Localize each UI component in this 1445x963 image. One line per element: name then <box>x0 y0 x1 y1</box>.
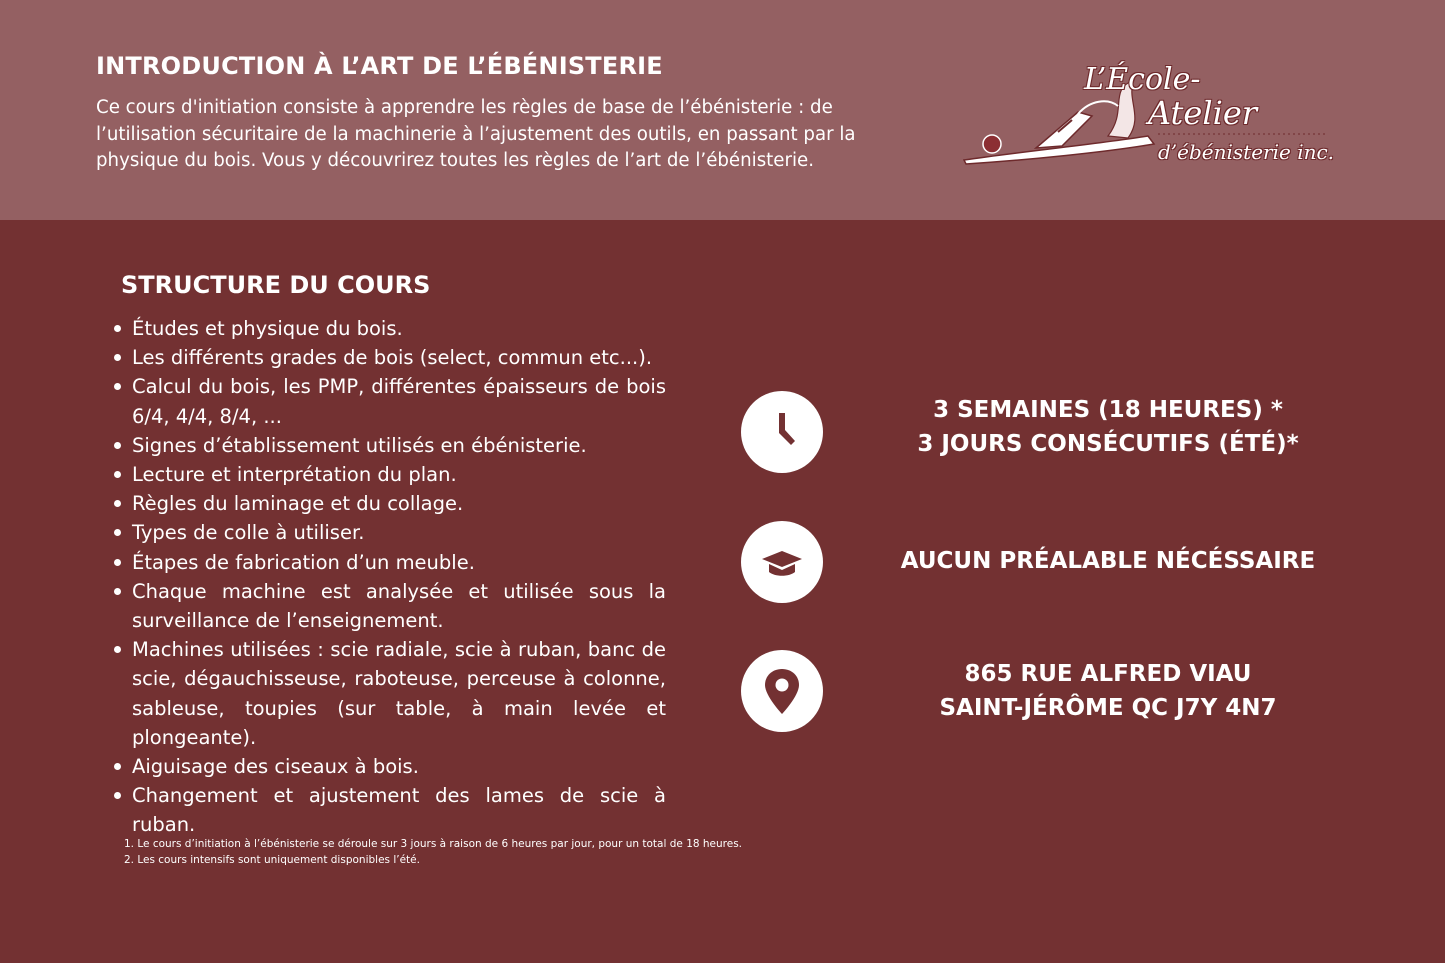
bullet-icon <box>114 354 121 361</box>
structure-title: STRUCTURE DU COURS <box>121 271 431 299</box>
school-logo <box>958 40 1338 175</box>
map-pin-icon <box>741 650 823 732</box>
location-badge <box>741 650 823 732</box>
logo-text-line2: Atelier <box>1148 94 1258 132</box>
list-item <box>114 489 666 518</box>
list-item <box>114 372 666 430</box>
list-item <box>114 431 666 460</box>
course-structure-list <box>114 314 666 840</box>
bullet-icon <box>114 383 121 390</box>
list-item <box>114 752 666 781</box>
list-item <box>114 781 666 839</box>
bullet-icon <box>114 792 121 799</box>
logo-text-line3: d’ébénisterie inc. <box>1158 140 1335 164</box>
location-info <box>880 657 1336 725</box>
list-item-text: Lecture et interprétation du plan. <box>132 463 457 487</box>
list-item <box>114 548 666 577</box>
logo-text-line1: L’École- <box>1084 62 1201 97</box>
list-item <box>114 460 666 489</box>
bullet-icon <box>114 559 121 566</box>
list-item-text: Les différents grades de bois (select, commun etc...). <box>132 346 653 370</box>
address-line2: SAINT-JÉRÔME QC J7Y 4N7 <box>939 695 1277 721</box>
list-item <box>114 577 666 635</box>
list-item-text: Signes d’établissement utilisés en ébénisterie. <box>132 433 587 457</box>
list-item-text: Types de colle à utiliser. <box>132 521 365 545</box>
duration-line2: 3 JOURS CONSÉCUTIFS (ÉTÉ)* <box>917 431 1299 457</box>
bullet-icon <box>114 588 121 595</box>
prerequisite-info <box>880 544 1336 578</box>
list-item <box>114 314 666 343</box>
list-item <box>114 518 666 547</box>
clock-icon <box>741 391 823 473</box>
header-banner <box>0 0 1445 220</box>
footnotes <box>124 836 742 868</box>
course-description: Ce cours d'initiation consiste à apprendre les règles de base de l’ébénisterie : de l’utilisation sécuritaire de la machinerie à l’ajustement des outils, en passant par la physique du bois. Vous y découvrirez toutes les règles de l’art de l’ébénisterie. <box>96 97 856 171</box>
list-item-text: Changement et ajustement des lames de scie à ruban. <box>132 784 666 837</box>
bullet-icon <box>114 500 121 507</box>
list-item-text: Règles du laminage et du collage. <box>132 492 464 516</box>
bullet-icon <box>114 646 121 653</box>
bullet-icon <box>114 763 121 770</box>
list-item-text: Calcul du bois, les PMP, différentes épaisseurs de bois 6/4, 4/4, 8/4, ... <box>132 375 666 428</box>
duration-badge <box>741 391 823 473</box>
bullet-icon <box>114 471 121 478</box>
list-item-text: Machines utilisées : scie radiale, scie à ruban, banc de scie, dégauchisseuse, raboteuse, perceuse à colonne, sableuse, toupies (sur table, à main levée et plongeante). <box>132 638 666 749</box>
duration-line1: 3 SEMAINES (18 HEURES) * <box>933 397 1283 423</box>
address-line1: 865 RUE ALFRED VIAU <box>964 661 1252 687</box>
bullet-icon <box>114 442 121 449</box>
footnote: 1. Le cours d’initiation à l’ébénisterie se déroule sur 3 jours à raison de 6 heures par jour, pour un total de 18 heures. <box>124 838 743 850</box>
list-item-text: Aiguisage des ciseaux à bois. <box>132 755 419 779</box>
page-title: INTRODUCTION À L’ART DE L’ÉBÉNISTERIE <box>96 52 663 80</box>
list-item-text: Chaque machine est analysée et utilisée sous la surveillance de l’enseignement. <box>132 579 666 633</box>
prerequisite-line1: AUCUN PRÉALABLE NÉCÉSSAIRE <box>900 548 1316 574</box>
prerequisite-badge <box>741 521 823 603</box>
graduation-cap-icon <box>741 521 823 603</box>
list-item <box>114 343 666 372</box>
list-item-text: Études et physique du bois. <box>132 317 403 340</box>
list-item-text: Étapes de fabrication d’un meuble. <box>132 550 475 574</box>
footnote: 2. Les cours intensifs sont uniquement disponibles l’été. <box>124 854 420 866</box>
list-item <box>114 635 666 752</box>
bullet-icon <box>114 325 121 332</box>
bullet-icon <box>114 529 121 536</box>
duration-info <box>880 393 1336 461</box>
